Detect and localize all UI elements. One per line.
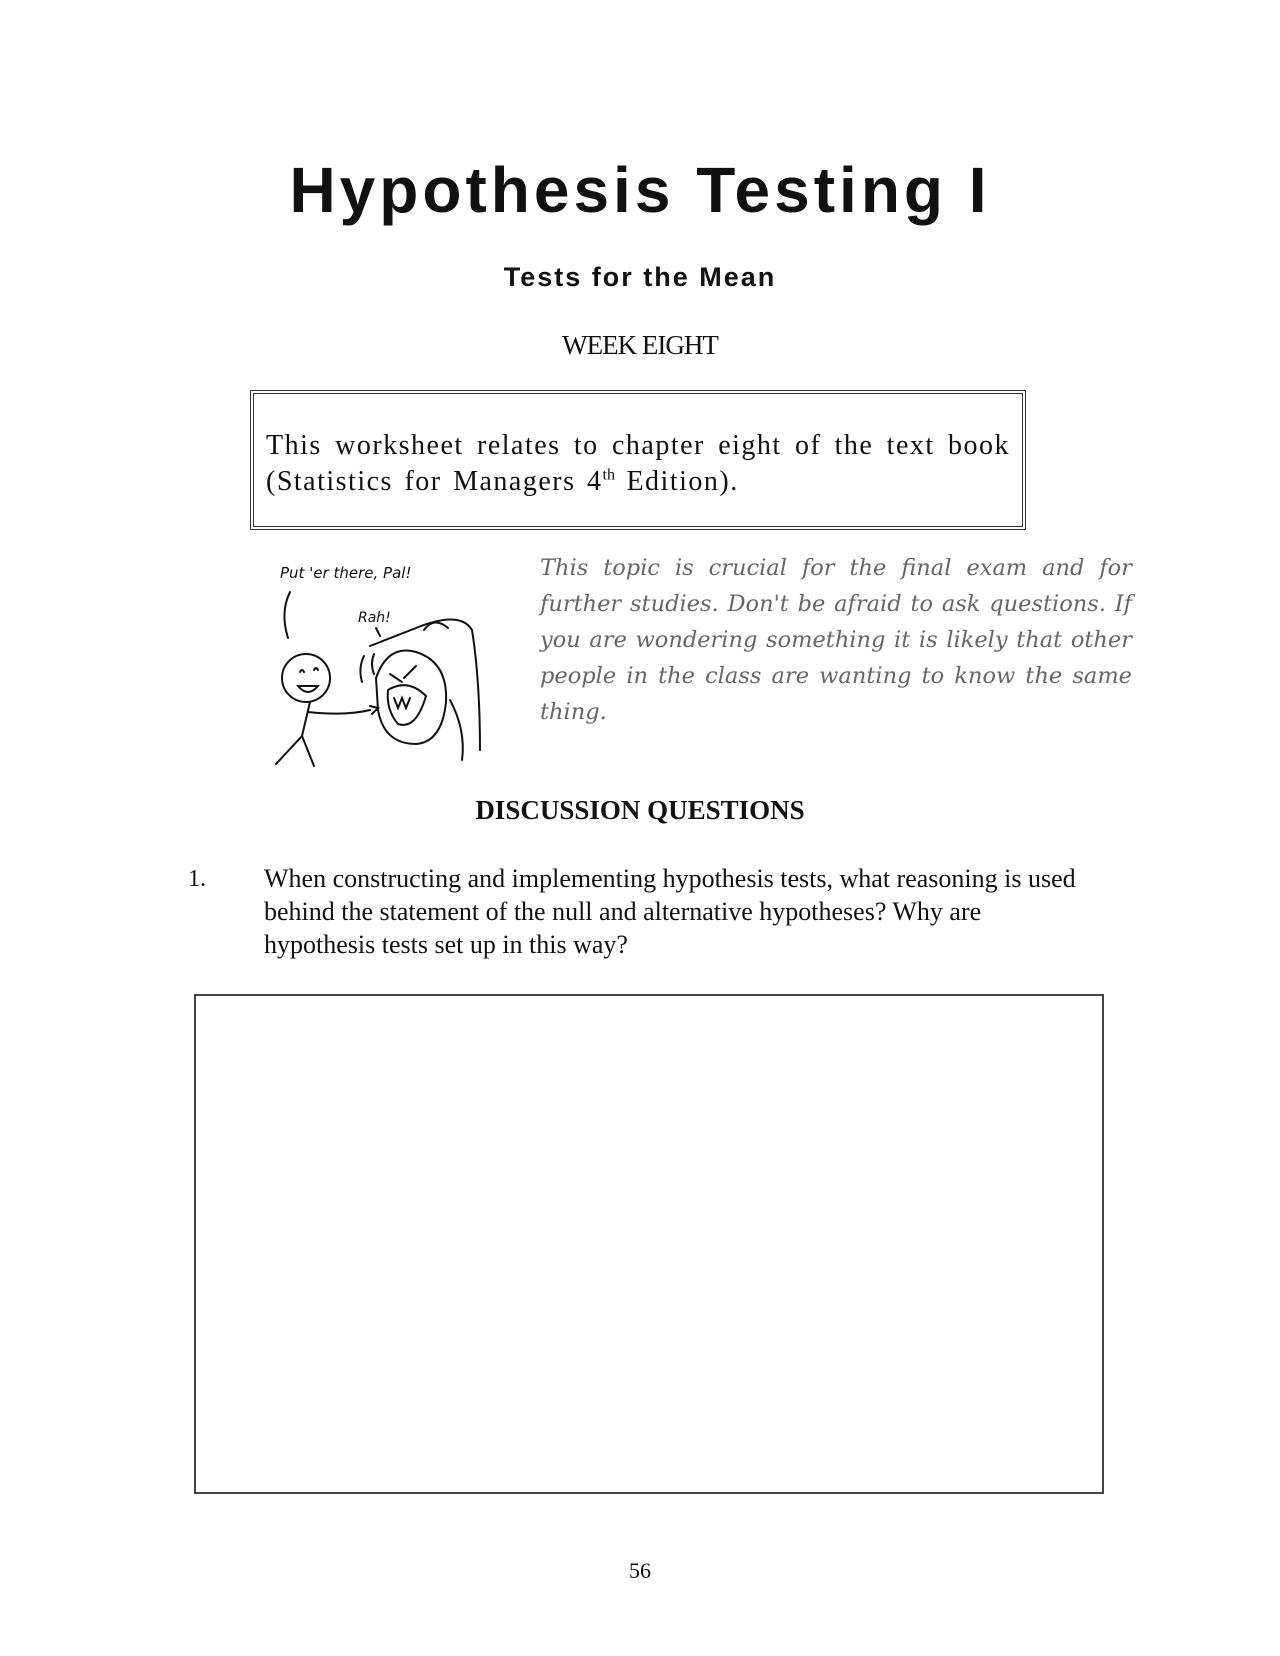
question-number: 1.	[188, 866, 206, 892]
week-label: WEEK EIGHT	[562, 330, 718, 360]
encouragement-note: This topic is crucial for the final exam and for further studies. Don't be afraid to ask questions. If you are wondering something it is likely that other people in the class are wanting to know the same thing.	[540, 555, 1132, 725]
cartoon-speech-right: Rah!	[358, 610, 391, 626]
chapter-note-text	[266, 428, 1010, 500]
page-subtitle: Tests for the Mean	[503, 262, 777, 292]
answer-box[interactable]	[194, 994, 1104, 1494]
chapter-note-superscript: th	[602, 466, 615, 484]
page-number: 56	[629, 1558, 651, 1583]
chapter-note-text-end: Edition).	[614, 466, 739, 497]
cartoon-speech-left: Put 'er there, Pal!	[280, 564, 412, 582]
section-title: DISCUSSION QUESTIONS	[475, 795, 805, 825]
cartoon-illustration	[266, 560, 522, 768]
chapter-note-box	[250, 390, 1026, 530]
chapter-note-text-main: This worksheet relates to chapter eight of the text book (Statistics for Managers 4	[266, 430, 1010, 497]
question-text: When constructing and implementing hypothesis tests, what reasoning is used behind the statement of the null and alternative hypotheses? Why are hypothesis tests set up in this way?	[264, 864, 1076, 959]
page-title: Hypothesis Testing I	[289, 154, 991, 226]
